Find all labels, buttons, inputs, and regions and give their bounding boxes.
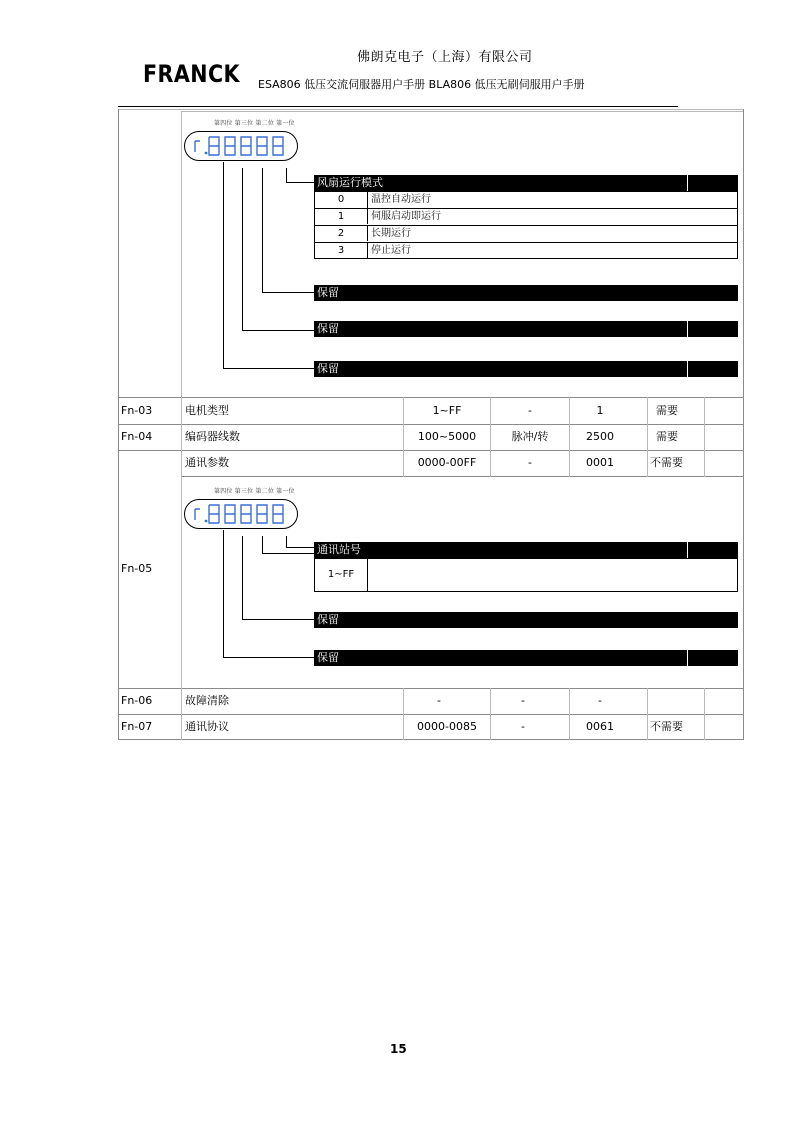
manual-subtitle: ESA806 低压交流伺服器用户手册 BLA806 低压无刷伺服用户手册 [258, 78, 585, 91]
param-default: 2500 [586, 430, 614, 443]
option-row: 0 温控自动运行 [315, 192, 737, 208]
param-default: 1 [596, 404, 604, 417]
param-name: 编码器线数 [185, 430, 240, 443]
param-restart: 需要 [656, 430, 678, 443]
company-name: 佛朗克电子（上海）有限公司 [357, 50, 533, 65]
param-id: Fn-03 [121, 404, 153, 417]
reserved-bar: 保留 [314, 612, 738, 628]
param-range: 0000-00FF [417, 456, 477, 469]
reserved-bar: 保留 [314, 321, 738, 337]
option-row: 1 伺服启动即运行 [315, 208, 737, 224]
seven-segment-digits-icon [185, 132, 297, 160]
fan-mode-options [314, 191, 738, 259]
param-name: 电机类型 [185, 404, 229, 417]
option-row: 2 长期运行 [315, 225, 737, 241]
led-display [184, 131, 298, 161]
param-unit: - [528, 456, 532, 469]
reserved-bar: 保留 [314, 285, 738, 301]
param-unit: - [528, 404, 532, 417]
param-unit: - [521, 694, 525, 707]
digit-position-caption: 第四位 第三位 第二位 第一位 [214, 120, 295, 127]
fan-mode-label: 风扇运行模式 [317, 176, 383, 189]
param-restart: 不需要 [650, 720, 683, 733]
reserved-bar: 保留 [314, 650, 738, 666]
param-name: 故障清除 [185, 694, 229, 707]
param-id: Fn-07 [121, 720, 153, 733]
param-range: 0000-0085 [417, 720, 477, 733]
option-row: 1~FF [315, 559, 737, 591]
param-range: 100~5000 [417, 430, 477, 443]
page-number: 15 [390, 1042, 407, 1056]
digit-position-caption: 第四位 第三位 第二位 第一位 [214, 488, 295, 495]
param-id: Fn-06 [121, 694, 153, 707]
fan-mode-bar [314, 175, 738, 191]
station-id-options [314, 558, 738, 592]
param-range: 1~FF [432, 404, 462, 417]
param-unit: 脉冲/转 [511, 430, 549, 443]
param-id: Fn-05 [121, 562, 153, 575]
station-id-bar [314, 542, 738, 558]
led-display [184, 499, 298, 529]
param-default: 0061 [586, 720, 614, 733]
brand-logo: FRANCK [143, 60, 240, 88]
param-name: 通讯参数 [185, 456, 229, 469]
header-rule [118, 106, 678, 107]
param-id: Fn-04 [121, 430, 153, 443]
seven-segment-digits-icon [185, 500, 297, 528]
param-default: 0001 [586, 456, 614, 469]
option-row: 3 停止运行 [315, 242, 737, 258]
station-id-label: 通讯站号 [317, 543, 361, 556]
param-default: - [598, 694, 602, 707]
reserved-bar: 保留 [314, 361, 738, 377]
param-name: 通讯协议 [185, 720, 229, 733]
param-restart: 不需要 [650, 456, 683, 469]
param-range: - [437, 694, 441, 707]
param-restart: 需要 [656, 404, 678, 417]
param-unit: - [521, 720, 525, 733]
